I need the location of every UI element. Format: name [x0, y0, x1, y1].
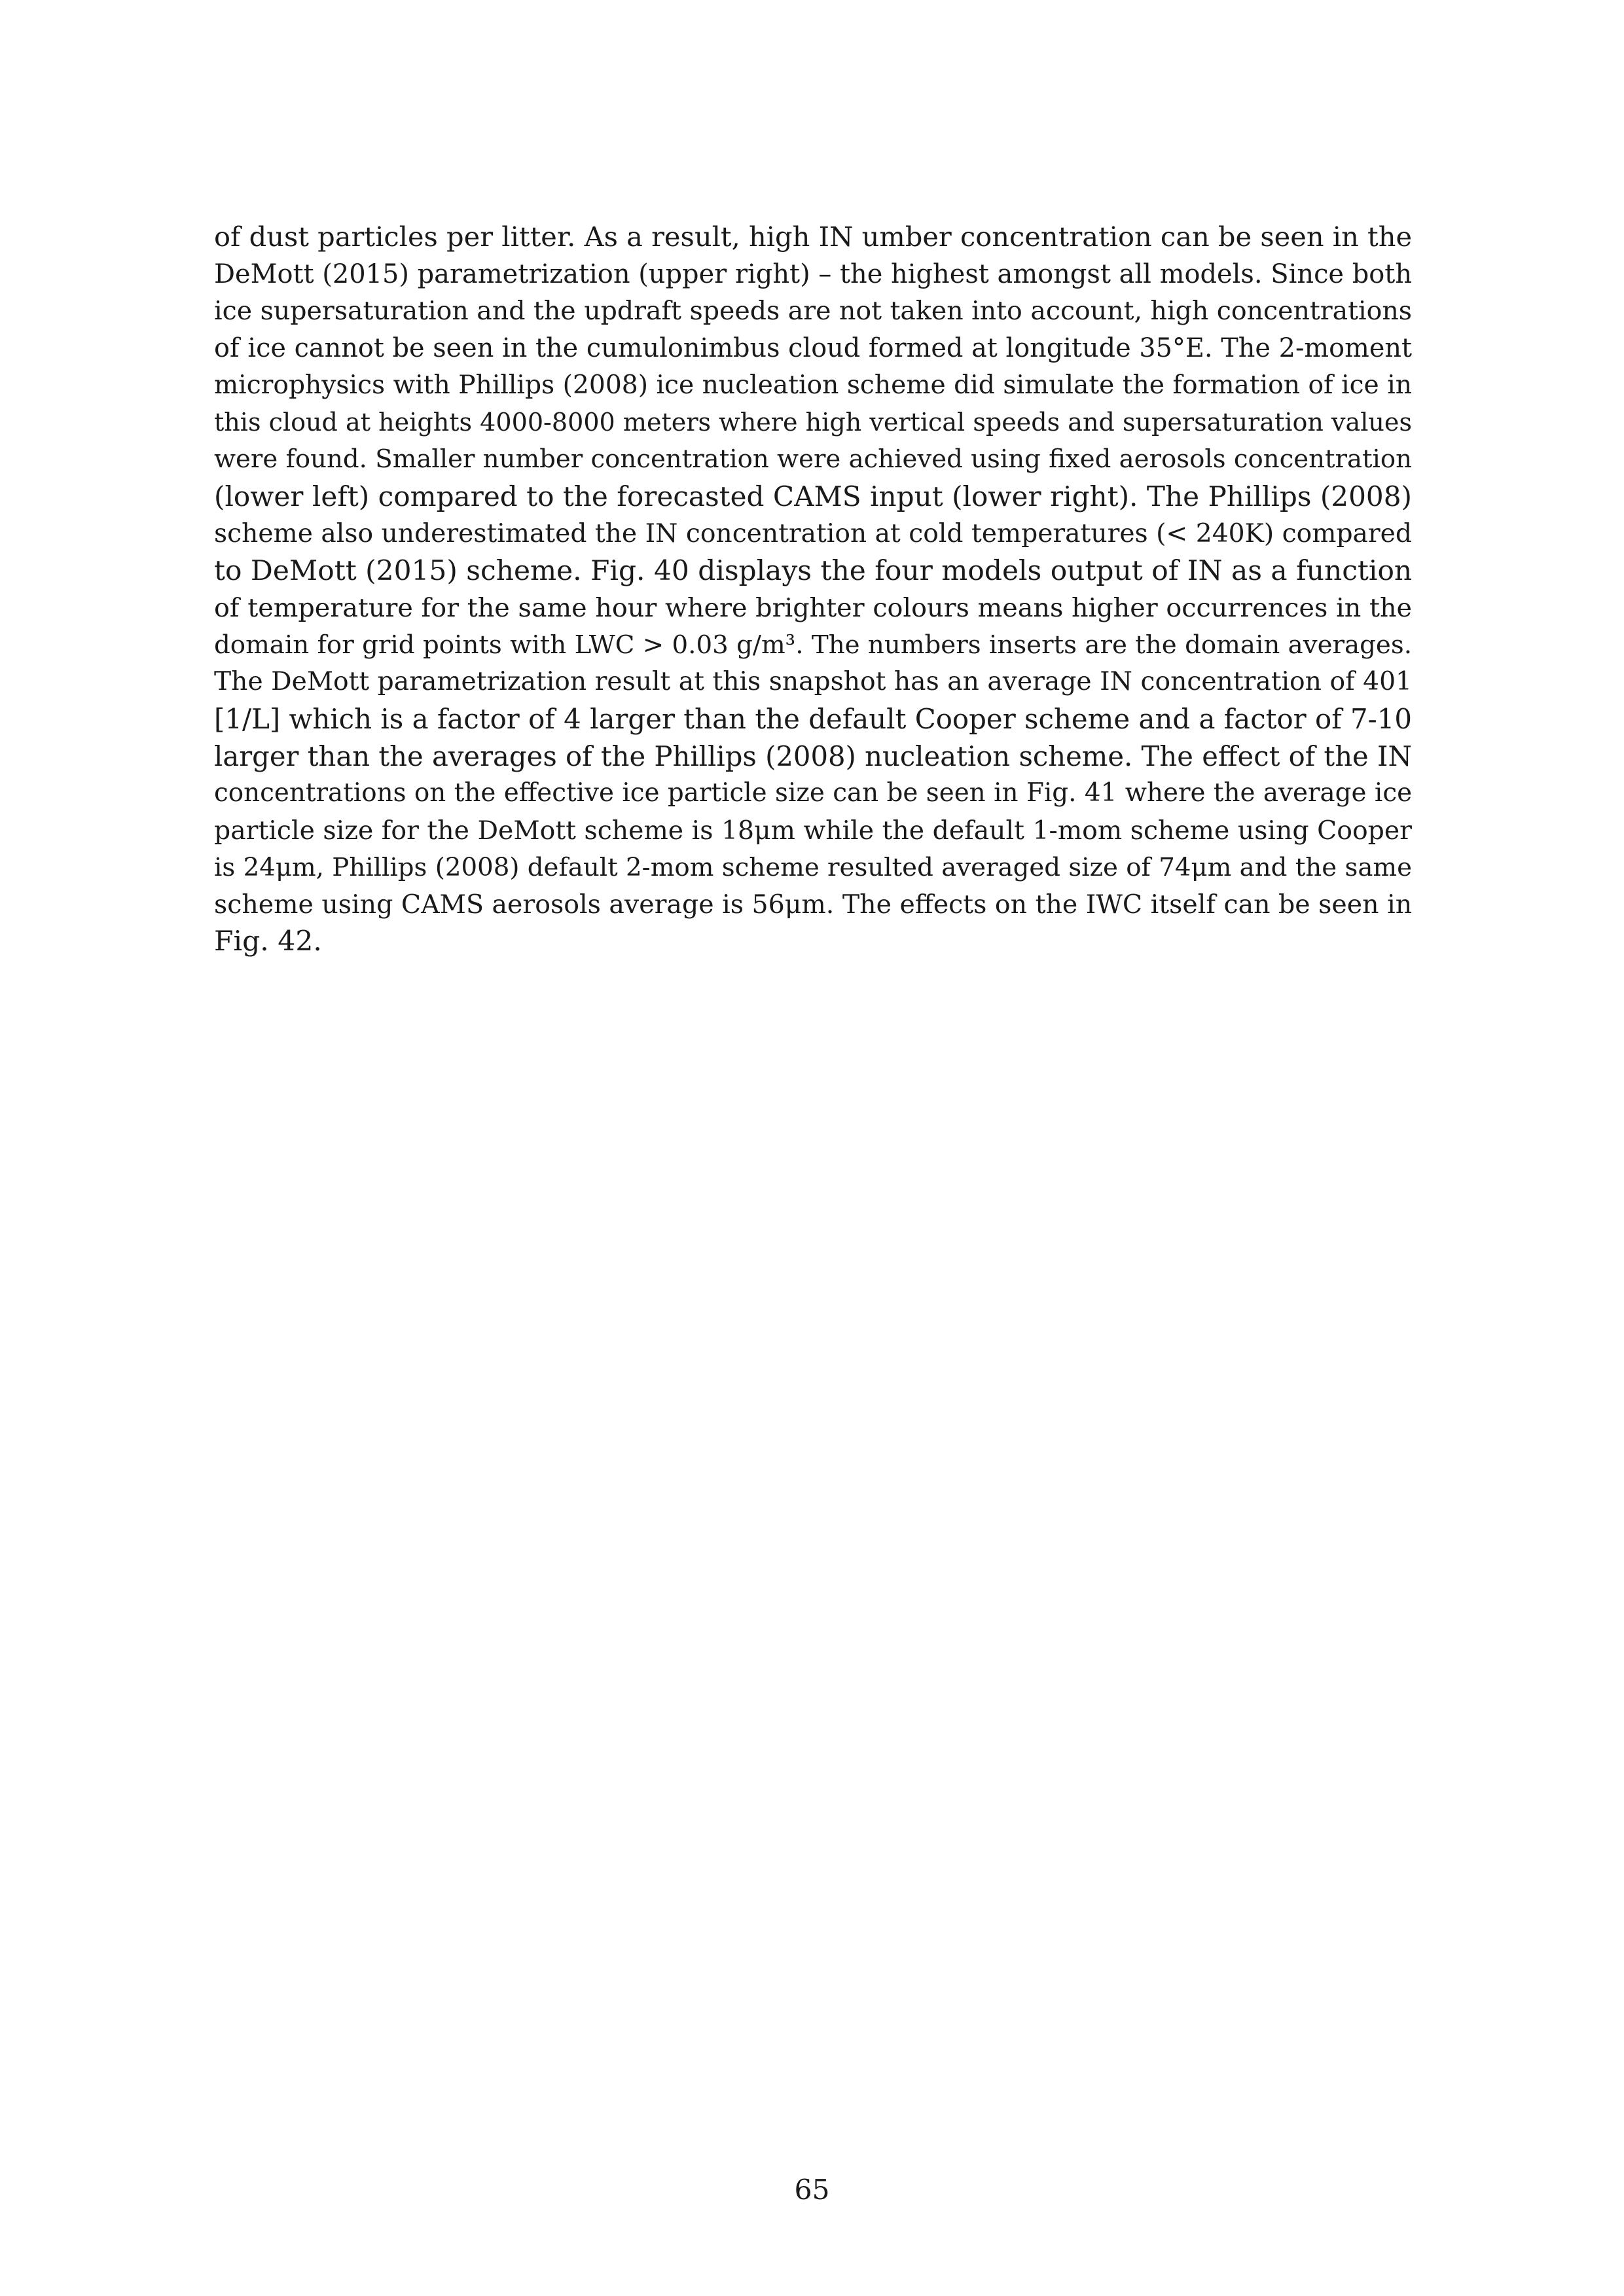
text-line: scheme using CAMS aerosols average is 56μm. The effects on the IWC itself can be seen in [214, 889, 1413, 920]
text-line: of ice cannot be seen in the cumulonimbus cloud formed at longitude 35°E. The 2-moment [214, 333, 1412, 364]
text-line: scheme also underestimated the IN concentration at cold temperatures (< 240K) compared [214, 518, 1412, 548]
text-line: DeMott (2015) parametrization (upper right) – the highest amongst all models. Since both [214, 259, 1413, 289]
text-line: larger than the averages of the Phillips (2008) nucleation scheme. The effect of the IN [214, 740, 1412, 772]
text-line: The DeMott parametrization result at this snapshot has an average IN concentration of 401 [214, 667, 1412, 697]
text-line: of temperature for the same hour where brighter colours means higher occurrences in the [214, 592, 1413, 623]
text-line: particle size for the DeMott scheme is 18μm while the default 1-mom scheme using Cooper [214, 816, 1412, 846]
text-line: of dust particles per litter. As a result, high IN umber concentration can be seen in the [214, 221, 1413, 253]
text-line: domain for grid points with LWC > 0.03 g/m³. The numbers inserts are the domain averages. [214, 630, 1412, 660]
body-paragraph [214, 219, 1412, 961]
text-line: were found. Smaller number concentration were achieved using fixed aerosols concentration [214, 444, 1413, 475]
text-line: this cloud at heights 4000-8000 meters where high vertical speeds and supersaturation values [214, 408, 1412, 437]
text-line: is 24μm, Phillips (2008) default 2-mom scheme resulted averaged size of 74μm and the same [214, 852, 1412, 882]
text-line: (lower left) compared to the forecasted CAMS input (lower right). The Phillips (2008) [214, 480, 1412, 512]
text-line: to DeMott (2015) scheme. Fig. 40 displays the four models output of IN as a function [214, 554, 1413, 587]
text-line: concentrations on the effective ice particle size can be seen in Fig. 41 where the average ice [214, 778, 1413, 808]
page-number: 65 [794, 2174, 830, 2206]
text-line: microphysics with Phillips (2008) ice nucleation scheme did simulate the formation of ice in [214, 370, 1413, 400]
text-line: Fig. 42. [214, 925, 322, 958]
text-line: [1/L] which is a factor of 4 larger than the default Cooper scheme and a factor of 7-10 [214, 702, 1413, 735]
text-line: ice supersaturation and the updraft speeds are not taken into account, high concentrations [214, 296, 1413, 327]
